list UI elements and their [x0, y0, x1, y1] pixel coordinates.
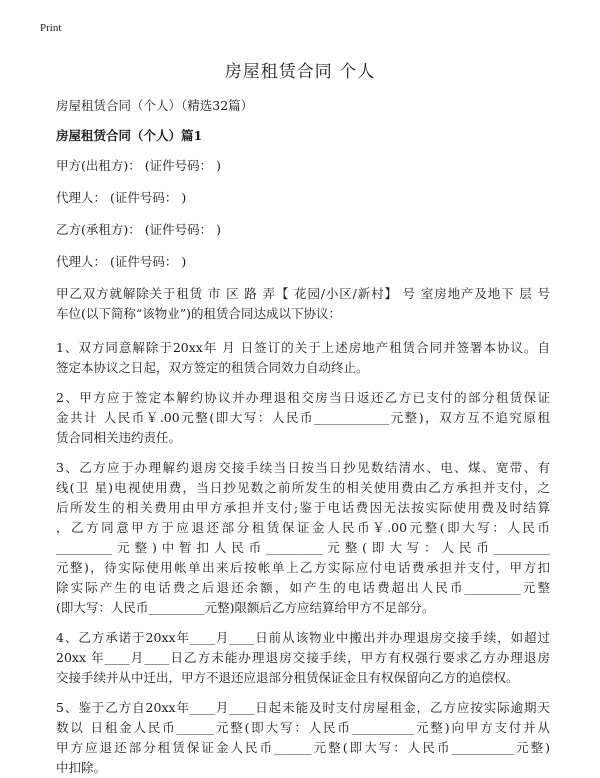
intro-line: 车位(以下简称“该物业”)的租赁合同达成以下协议： — [56, 306, 342, 321]
clause-line: 交接手续并从中迁出，甲方不退还应退部分租赁保证金且有权保留向乙方的追偿权。 — [56, 670, 519, 685]
lessee-line: 乙方(承租方)： (证件号码： ) — [56, 222, 221, 237]
clause-line: 签定本协议之日起，双方签定的租赁合同效力自动终止。 — [56, 360, 369, 375]
intro-paragraph — [56, 284, 550, 324]
clause-4 — [56, 628, 550, 688]
document-subtitle: 房屋租赁合同（个人）（精选32篇） — [56, 98, 254, 113]
clause-line: 4、乙方承诺于20xx年____月____日前从该物业中搬出并办理退房交接手续，如超过 — [56, 630, 550, 645]
clause-line: 线(卫 星)电视使用费，当日抄见数之前所发生的相关使用费由乙方承担并支付，之 — [56, 480, 550, 495]
clause-1 — [56, 338, 550, 378]
clause-3 — [56, 458, 550, 618]
clause-line: 后所发生的相关费用由甲方承担并支付;鉴于电话费因无法按实际使用费及时结算 — [56, 500, 550, 515]
clause-line: 元整)，待实际使用帐单出来后按帐单上乙方实际应付电话费承担并支付，甲方扣 — [56, 560, 550, 575]
clause-line: 金共计 人民币￥.00元整(即大写：人民币____________元整)，双方互不追究原租 — [56, 410, 550, 425]
clause-line: 甲方应退还部分租赁保证金人民币______元整(即大写：人民币__________元整) — [56, 740, 550, 755]
clause-line: 2、甲方应于签定本解约协议并办理退租交房当日返还乙方已支付的部分租赁保证 — [56, 390, 550, 405]
document-body — [56, 96, 550, 778]
clause-line: 除实际产生的电话费之后退还余额，如产生的电话费超出人民币_________元整 — [56, 580, 550, 595]
clause-2 — [56, 388, 550, 448]
clause-line: 赁合同相关违约责任。 — [56, 430, 182, 445]
intro-line: 甲乙双方就解除关于租赁 市 区 路 弄【 花园/小区/新村】 号 室房地产及地下 层 号 — [56, 286, 550, 301]
document-title: 房屋租赁合同 个人 — [224, 62, 376, 82]
clause-line: 数以 日租金人民币______元整(即大写：人民币__________元整)向甲方支付并从 — [56, 720, 550, 735]
print-label[interactable]: Print — [40, 22, 62, 34]
lessee-agent-line: 代理人： (证件号码： ) — [56, 254, 187, 269]
clause-line: 1、双方同意解除于20xx年 月 日签订的关于上述房地产租赁合同并签署本协议。自 — [56, 340, 550, 355]
section-heading: 房屋租赁合同（个人）篇1 — [56, 128, 203, 143]
clause-line: (即大写：人民币_________元整)限额后乙方应结算给甲方不足部分。 — [56, 600, 435, 615]
clause-line: 3、乙方应于办理解约退房交接手续当日按当日抄见数结清水、电、煤、宽带、有 — [56, 460, 550, 475]
clause-line: 20xx 年____月____日乙方未能办理退房交接手续，甲方有权强行要求乙方办理退房 — [56, 650, 550, 665]
clause-line: 中扣除。 — [56, 760, 107, 775]
lessor-agent-line: 代理人： (证件号码： ) — [56, 190, 187, 205]
clause-5 — [56, 698, 550, 778]
lessor-line: 甲方(出租方)： (证件号码： ) — [56, 158, 221, 173]
clause-line: _________元整)中暂扣人民币_________元整(即大写：人民币_________ — [56, 540, 550, 555]
clause-line: ，乙方同意甲方于应退还部分租赁保证金人民币￥.00元整(即大写：人民币 — [56, 520, 550, 535]
clause-line: 5、鉴于乙方自20xx年____月____日起未能及时支付房屋租金，乙方应按实际逾期天 — [56, 700, 550, 715]
